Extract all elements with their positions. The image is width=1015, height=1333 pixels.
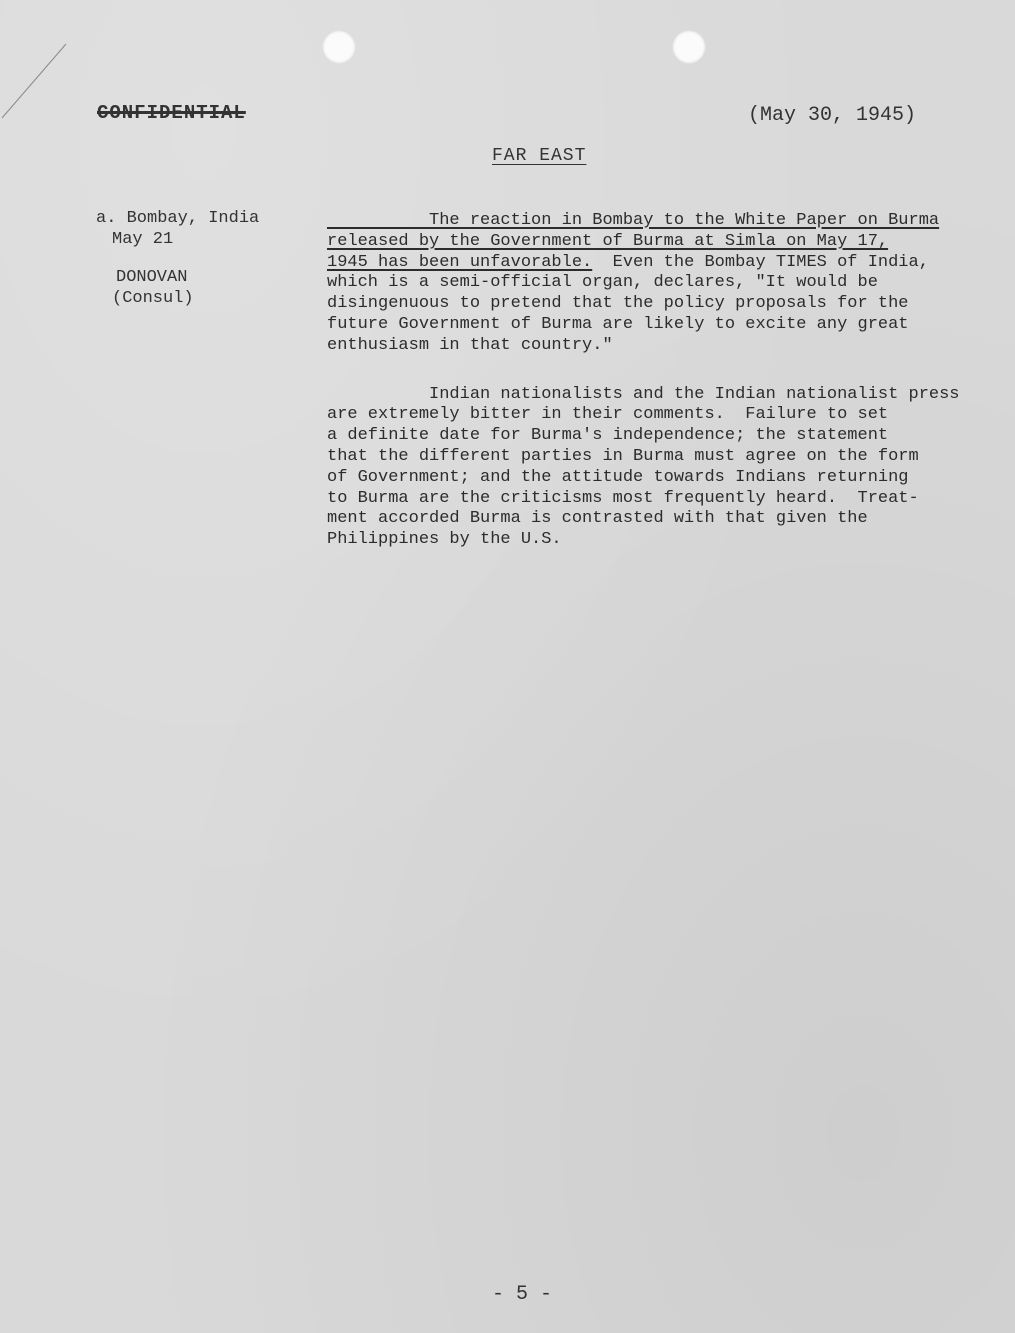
margin-note: [96, 208, 302, 309]
paragraph-1-line-7: enthusiasm in that country.": [327, 335, 613, 355]
paragraph-1-line-3: [327, 253, 977, 274]
document-date: (May 30, 1945): [748, 104, 917, 127]
paragraph-2-line-6: to Burma are the criticisms most frequently heard. Treat-: [327, 488, 919, 508]
paragraph-1-line-5: disingenuous to pretend that the policy proposals for the: [327, 294, 909, 314]
paragraph-2-line-8: Philippines by the U.S.: [327, 530, 562, 550]
paragraph-2-line-3: a definite date for Burma's independence; the statement: [327, 426, 889, 446]
line-remainder: Even the Bombay TIMES of India,: [592, 252, 929, 272]
margin-location-line: [96, 208, 302, 229]
paragraph-2-line-7: ment accorded Burma is contrasted with that given the: [327, 509, 868, 529]
paragraph-1-line-6: future Government of Burma are likely to excite any great: [327, 314, 909, 334]
paragraph-1-line-1: The reaction in Bombay to the White Paper on Burma: [327, 211, 940, 230]
underlined-phrase: 1945 has been unfavorable.: [327, 252, 593, 272]
paragraph-2-line-2: are extremely bitter in their comments. Failure to set: [327, 405, 889, 425]
paper-crease-mark: [0, 40, 70, 120]
report-date: May 21: [112, 230, 174, 249]
section-title: FAR EAST: [492, 146, 587, 166]
item-letter: a.: [96, 209, 117, 228]
punch-hole-left: [322, 30, 356, 64]
report-author-title: (Consul): [112, 289, 194, 308]
report-location: Bombay, India: [126, 209, 260, 228]
paragraph-2-line-5: of Government; and the attitude towards Indians returning: [327, 467, 909, 487]
paragraph-2-line-1: Indian nationalists and the Indian nationalist press: [327, 384, 960, 404]
body-text: [327, 211, 977, 551]
paragraph-1-line-2: released by the Government of Burma at Simla on May 17,: [327, 231, 889, 251]
report-author: DONOVAN: [116, 268, 188, 287]
paragraph-1-line-4: which is a semi-official organ, declares, "It would be: [327, 273, 878, 293]
classification-marking: CONFIDENTIAL: [97, 102, 246, 124]
punch-hole-right: [672, 30, 706, 64]
page-number: - 5 -: [492, 1283, 553, 1306]
paragraph-2-line-4: that the different parties in Burma must agree on the form: [327, 446, 919, 466]
